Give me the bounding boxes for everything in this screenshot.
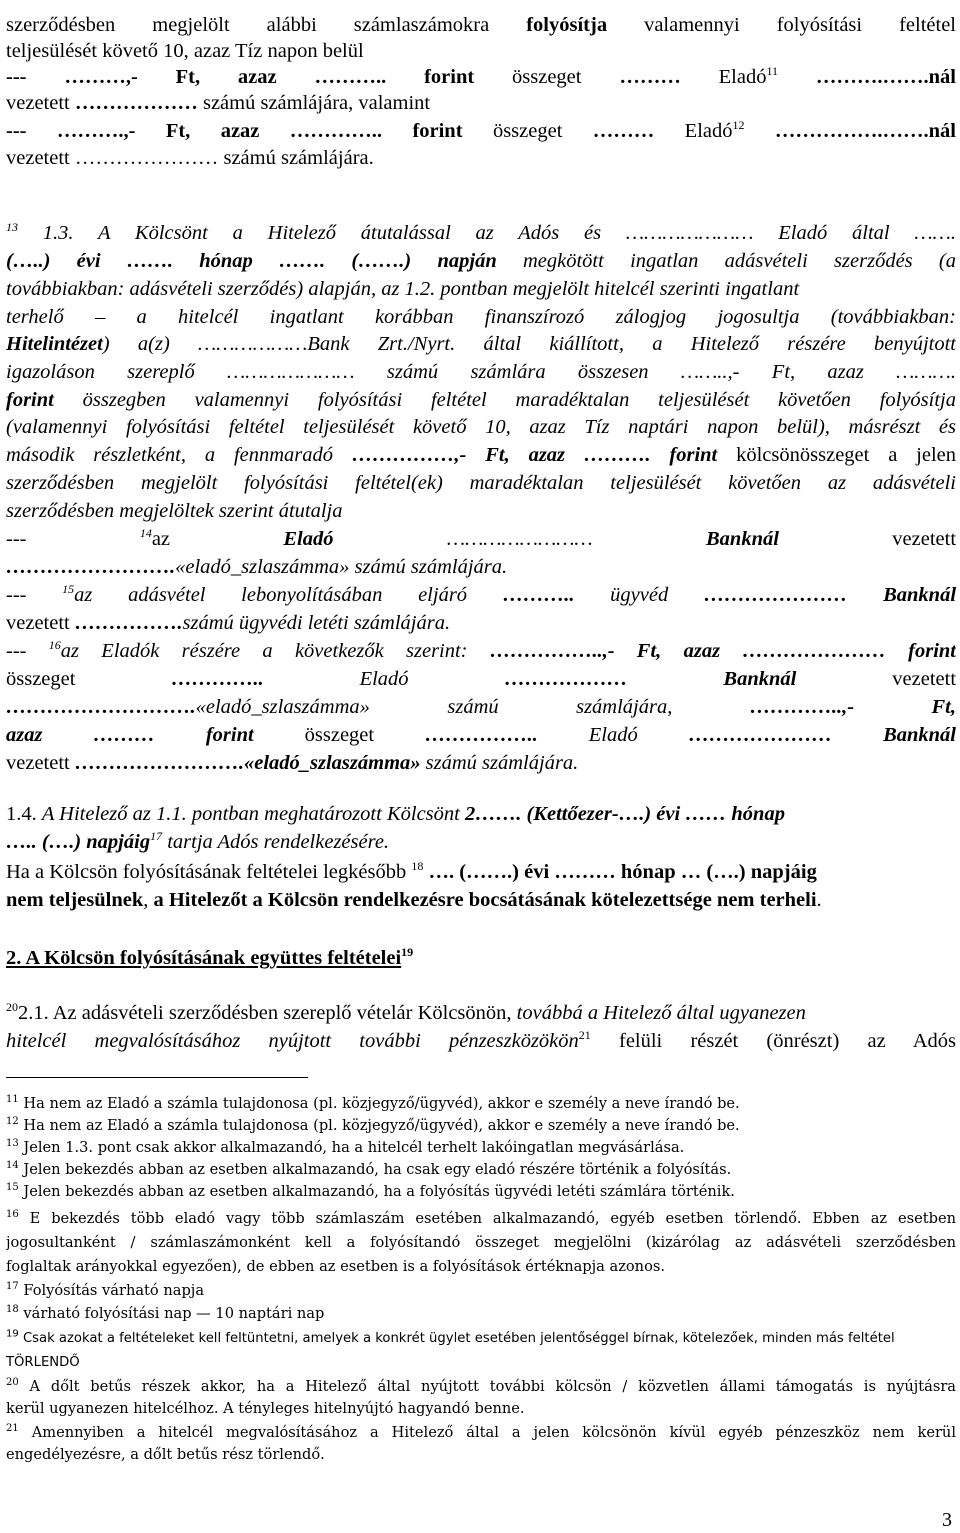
footnote-reference: 16 xyxy=(48,638,61,653)
footnote-number: 19 xyxy=(6,1328,19,1340)
text-span: Eladó xyxy=(654,120,733,142)
footnote xyxy=(6,1208,956,1229)
text-span: ……….…….nál xyxy=(778,66,956,88)
text-span: az xyxy=(151,528,284,550)
text-span: napján xyxy=(411,250,497,272)
footnote xyxy=(6,1093,956,1114)
text-span: szerződésben megjelölt alábbi számlaszámokra xyxy=(6,14,527,36)
text-span: kölcsönösszeget a jelen xyxy=(717,444,956,466)
text-line xyxy=(6,694,956,720)
footnote xyxy=(6,1398,956,1419)
text-span: összeget xyxy=(6,668,172,690)
text-span: továbbá a Hitelező által ugyanezen xyxy=(516,1002,806,1024)
footnote-text: Jelen bekezdés abban az esetben alkalmazandó, ha csak egy eladó részére történik a folyósítás. xyxy=(23,1161,732,1178)
text-span: teljesülését követő 10, azaz Tíz napon belül xyxy=(6,40,364,62)
footnote xyxy=(6,1280,956,1301)
text-span: ) a(z) ………………Bank Zrt./Nyrt. által kiállított, a Hitelező részére benyújtott xyxy=(102,333,956,355)
text-span: azaz ……… xyxy=(6,724,155,746)
text-span: Banknál xyxy=(832,724,956,746)
text-span: Eladó xyxy=(359,668,505,690)
text-line xyxy=(6,331,956,357)
text-line xyxy=(6,801,956,827)
footnote-reference: 20 xyxy=(6,1000,18,1015)
text-span: valamennyi folyósítási feltétel xyxy=(607,14,956,36)
text-span: az Eladók részére a következők szerint: xyxy=(60,640,490,662)
text-span: Banknál xyxy=(627,668,797,690)
text-span: --- ………,- Ft, azaz ……….. forint xyxy=(6,66,475,88)
footnote-reference: 17 xyxy=(150,829,163,844)
text-span: az adásvétel lebonyolításában eljáró xyxy=(74,584,503,606)
footnote-number: 12 xyxy=(6,1116,19,1128)
text-span: vezetett xyxy=(6,612,75,634)
footnote-number: 15 xyxy=(6,1182,19,1194)
footnote-text: Folyósítás várható napja xyxy=(23,1282,205,1299)
footnote-reference: 13 xyxy=(6,220,18,235)
footnote-text: Ha nem az Eladó a számla tulajdonosa (pl. közjegyző/ügyvéd), akkor e személy a neve írandó be. xyxy=(23,1117,740,1134)
text-span: Banknál xyxy=(592,528,779,550)
text-span: (…..) évi ……. hónap ……. (…….) xyxy=(6,250,412,272)
text-span: szerződésben megjelölt folyósítási feltétel(ek) maradéktalan teljesülését követően az adásvételi xyxy=(6,472,956,494)
footnote-number: 16 xyxy=(6,1209,19,1221)
text-line xyxy=(6,442,956,468)
text-span: hitelcél megvalósításához nyújtott további pénzeszközökön xyxy=(6,1030,579,1052)
footnote xyxy=(6,1115,956,1136)
footnote-text: TÖRLENDŐ xyxy=(6,1355,80,1370)
text-line xyxy=(6,638,956,664)
text-span: összeget xyxy=(253,724,426,746)
footnote-text: Csak azokat a feltételeket kell feltüntetni, amelyek a konkrét ügylet esetében jelentőséggel bírnak, kötelezőek, minden más feltétel xyxy=(22,1331,895,1346)
footnote-number: 21 xyxy=(6,1423,19,1435)
text-line xyxy=(6,1000,956,1026)
text-span: --- xyxy=(6,528,140,550)
text-span: összegben valamennyi folyósítási feltétel maradéktalan teljesülését követően folyósítja xyxy=(53,389,956,411)
footnote-text: Ha nem az Eladó a számla tulajdonosa (pl. közjegyző/ügyvéd), akkor e személy a neve írandó be. xyxy=(23,1095,740,1112)
text-span: ………………… xyxy=(703,584,848,606)
footnote-text: Jelen bekezdés abban az esetben alkalmazandó, ha a folyósítás ügyvédi letéti számlára történik. xyxy=(23,1183,735,1200)
footnote xyxy=(6,1256,956,1277)
text-line xyxy=(6,554,956,580)
footnote-text: foglaltak arányokkal egyezően), de ebben az esetben is a folyósítások értéknapja azonos. xyxy=(6,1258,665,1275)
text-span: második részletként, a fennmaradó xyxy=(6,444,352,466)
text-span: …………….. xyxy=(425,724,538,746)
text-span: ………………………. xyxy=(6,696,196,718)
text-span: ….. (….) napjáig xyxy=(6,831,151,853)
text-line xyxy=(6,38,956,64)
text-span: A Hitelező az 1.1. pontban meghatározott Kölcsönt xyxy=(41,803,465,825)
text-span: Eladó xyxy=(283,528,334,550)
text-span: ……………,- Ft, azaz ………. xyxy=(351,444,651,466)
text-line xyxy=(6,887,956,913)
text-span: terhelő – a hitelcél ingatlant korábban finanszírozó zálogjog jogosultja (továbbiakban: xyxy=(6,306,956,328)
text-span: , xyxy=(143,889,154,911)
text-span: igazoláson szereplő ………………… számú számlára összesen ……..,- Ft, azaz ………. xyxy=(6,361,956,383)
text-span: …………………….«eladó_szlaszámma» xyxy=(74,752,421,774)
text-span: --- ……….,- Ft, azaz ………….. xyxy=(6,120,383,142)
text-span: ……………………. xyxy=(6,556,176,578)
text-span: Banknál xyxy=(847,584,956,606)
text-span: 2……. (Kettőezer-….) évi …… hónap xyxy=(464,803,785,825)
text-line xyxy=(6,387,956,413)
text-span: felüli részét (önrészt) az Adós xyxy=(590,1030,956,1052)
footnote-number: 14 xyxy=(6,1160,19,1172)
text-line xyxy=(6,610,956,636)
footnote xyxy=(6,1181,956,1202)
text-span: összeget xyxy=(462,120,593,142)
footnote-reference: 18 xyxy=(411,859,424,874)
text-span: ……………… xyxy=(74,92,198,114)
text-span: ……………. xyxy=(74,612,183,634)
footnote-number: 17 xyxy=(6,1281,19,1293)
text-span: «eladó_szlaszámma» számú számlájára. xyxy=(175,556,508,578)
footnote xyxy=(6,1352,956,1373)
footnote-reference: 19 xyxy=(401,945,414,960)
text-span: tartja Adós rendelkezésére. xyxy=(162,831,390,853)
text-span: ……… xyxy=(619,66,719,88)
text-span: összeget xyxy=(474,66,620,88)
text-span: forint xyxy=(6,389,54,411)
text-line xyxy=(6,526,956,552)
footnote-reference: 15 xyxy=(62,582,75,597)
text-span: 1.3. A Kölcsönt a Hitelező átutalással az Adós és ………………… Eladó által ……. xyxy=(18,222,956,244)
text-span: «eladó_szlaszámma» számú számlájára, xyxy=(195,696,750,718)
page-number: 3 xyxy=(942,1509,952,1531)
text-span: (valamennyi folyósítási feltétel teljesülését követő 10, azaz Tíz naptári napon belül), másrészt és xyxy=(6,416,956,438)
text-span: forint xyxy=(154,724,254,746)
text-span: forint xyxy=(650,444,718,466)
footnote-text: jogosultanként / számlaszámonként kell a folyósítandó összeget megjelölni (kizárólag az adásvételi szerződésben xyxy=(6,1234,956,1251)
text-line xyxy=(6,498,956,524)
text-span: számú számlájára, valamint xyxy=(197,92,431,114)
text-span: ……….. xyxy=(502,584,611,606)
text-line xyxy=(6,276,956,302)
footnote xyxy=(6,1376,956,1397)
text-line xyxy=(6,118,956,144)
text-line xyxy=(6,470,956,496)
footnote xyxy=(6,1328,956,1349)
text-line xyxy=(6,829,956,855)
text-span: ……… xyxy=(592,120,655,142)
text-span: forint xyxy=(382,120,463,142)
text-line xyxy=(6,359,956,385)
text-span: nem teljesülnek xyxy=(6,889,144,911)
text-span: folyósítja xyxy=(526,14,608,36)
text-line xyxy=(6,859,956,885)
text-line xyxy=(6,248,956,274)
footnote-text: engedélyezésre, a dőlt betűs rész törlendő. xyxy=(6,1446,325,1463)
text-line xyxy=(6,64,956,90)
footnote-text: kerül ugyanezen hitelcélhoz. A tényleges hitelnyújtó hagyandó benne. xyxy=(6,1400,525,1417)
text-span: --- xyxy=(6,584,63,606)
text-line xyxy=(6,220,956,246)
footnote-text: Jelen 1.3. pont csak akkor alkalmazandó, ha a hitelcél terhelt lakóingatlan megvásárlása. xyxy=(23,1139,685,1156)
text-line xyxy=(6,945,956,971)
text-line xyxy=(6,145,956,171)
footnote-reference: 12 xyxy=(732,118,745,133)
footnote xyxy=(6,1422,956,1443)
text-span: Ha a Kölcsön folyósításának feltételei legkésőbb xyxy=(6,861,412,883)
text-span: számú ügyvédi letéti számlájára. xyxy=(182,612,451,634)
footnote-reference: 14 xyxy=(139,526,152,541)
text-span: ……………..,- Ft, azaz ………………… xyxy=(489,640,886,662)
text-span: megkötött ingatlan adásvételi szerződés (a xyxy=(496,250,956,272)
text-span: …………….…….nál xyxy=(744,120,956,142)
footnote-number: 20 xyxy=(6,1377,19,1389)
footnote-number: 18 xyxy=(6,1304,19,1316)
text-span: vezetett ………………… számú számlájára. xyxy=(6,147,374,169)
text-span: 2.1. Az adásvételi szerződésben szereplő vételár Kölcsönön, xyxy=(18,1002,517,1024)
footnote-reference: 11 xyxy=(766,64,779,79)
footnote xyxy=(6,1137,956,1158)
text-line xyxy=(6,304,956,330)
text-span: Eladó xyxy=(718,66,767,88)
footnote-number: 11 xyxy=(6,1094,19,1106)
text-span: ügyvéd xyxy=(610,584,704,606)
text-span: szerződésben megjelöltek szerint átutalja xyxy=(6,500,343,522)
text-span: vezetett xyxy=(778,528,956,550)
footnote-number: 13 xyxy=(6,1138,19,1150)
footnote xyxy=(6,1444,956,1465)
text-span: 1.4. xyxy=(6,803,42,825)
text-span: vezetett xyxy=(796,668,956,690)
text-span: ………….. xyxy=(171,668,360,690)
text-span: Eladó xyxy=(537,724,689,746)
text-line xyxy=(6,414,956,440)
text-span: vezetett xyxy=(6,92,75,114)
text-span: . xyxy=(816,889,822,911)
text-span: …………..,- Ft, xyxy=(749,696,956,718)
text-span: Hitelintézet xyxy=(6,333,103,355)
text-line xyxy=(6,582,956,608)
text-line xyxy=(6,666,956,692)
text-line xyxy=(6,1028,956,1054)
footnote-reference: 21 xyxy=(578,1028,591,1043)
text-span: forint xyxy=(885,640,956,662)
footnote-text: Amennyiben a hitelcél megvalósításához a Hitelező által a jelen kölcsönön kívül egyéb pénzeszköz nem kerül xyxy=(31,1424,956,1441)
footnote-separator xyxy=(6,1077,308,1078)
footnote xyxy=(6,1303,956,1324)
text-span: számú számlájára. xyxy=(420,752,579,774)
footnote-text: E bekezdés több eladó vagy több számlaszám esetében alkalmazandó, egyéb esetben törlendő. Ebben az esetben xyxy=(29,1210,956,1227)
footnote-text: várható folyósítási nap — 10 naptári nap xyxy=(23,1305,325,1322)
text-span: ……………… xyxy=(504,668,628,690)
text-span: …………………… xyxy=(333,528,593,550)
footnote xyxy=(6,1159,956,1180)
footnote xyxy=(6,1232,956,1253)
text-span: --- xyxy=(6,640,49,662)
text-span: 2. A Kölcsön folyósításának együttes feltételei xyxy=(6,947,402,969)
text-span: vezetett xyxy=(6,752,75,774)
text-line xyxy=(6,722,956,748)
text-span: ………………… xyxy=(688,724,833,746)
text-span: …. (…….) évi ……… hónap … (….) napjáig xyxy=(423,861,817,883)
text-span: a Hitelezőt a Kölcsön rendelkezésre bocsátásának kötelezettsége nem terheli xyxy=(153,889,817,911)
text-line xyxy=(6,12,956,38)
text-line xyxy=(6,90,956,116)
footnote-text: A dőlt betűs részek akkor, ha a Hitelező által nyújtott további kölcsön / közvetlen állami támogatás is nyújtásra xyxy=(29,1378,956,1395)
text-line xyxy=(6,750,956,776)
text-span: továbbiakban: adásvételi szerződés) alapján, az 1.2. pontban megjelölt hitelcél szerinti ingatlant xyxy=(6,278,800,300)
